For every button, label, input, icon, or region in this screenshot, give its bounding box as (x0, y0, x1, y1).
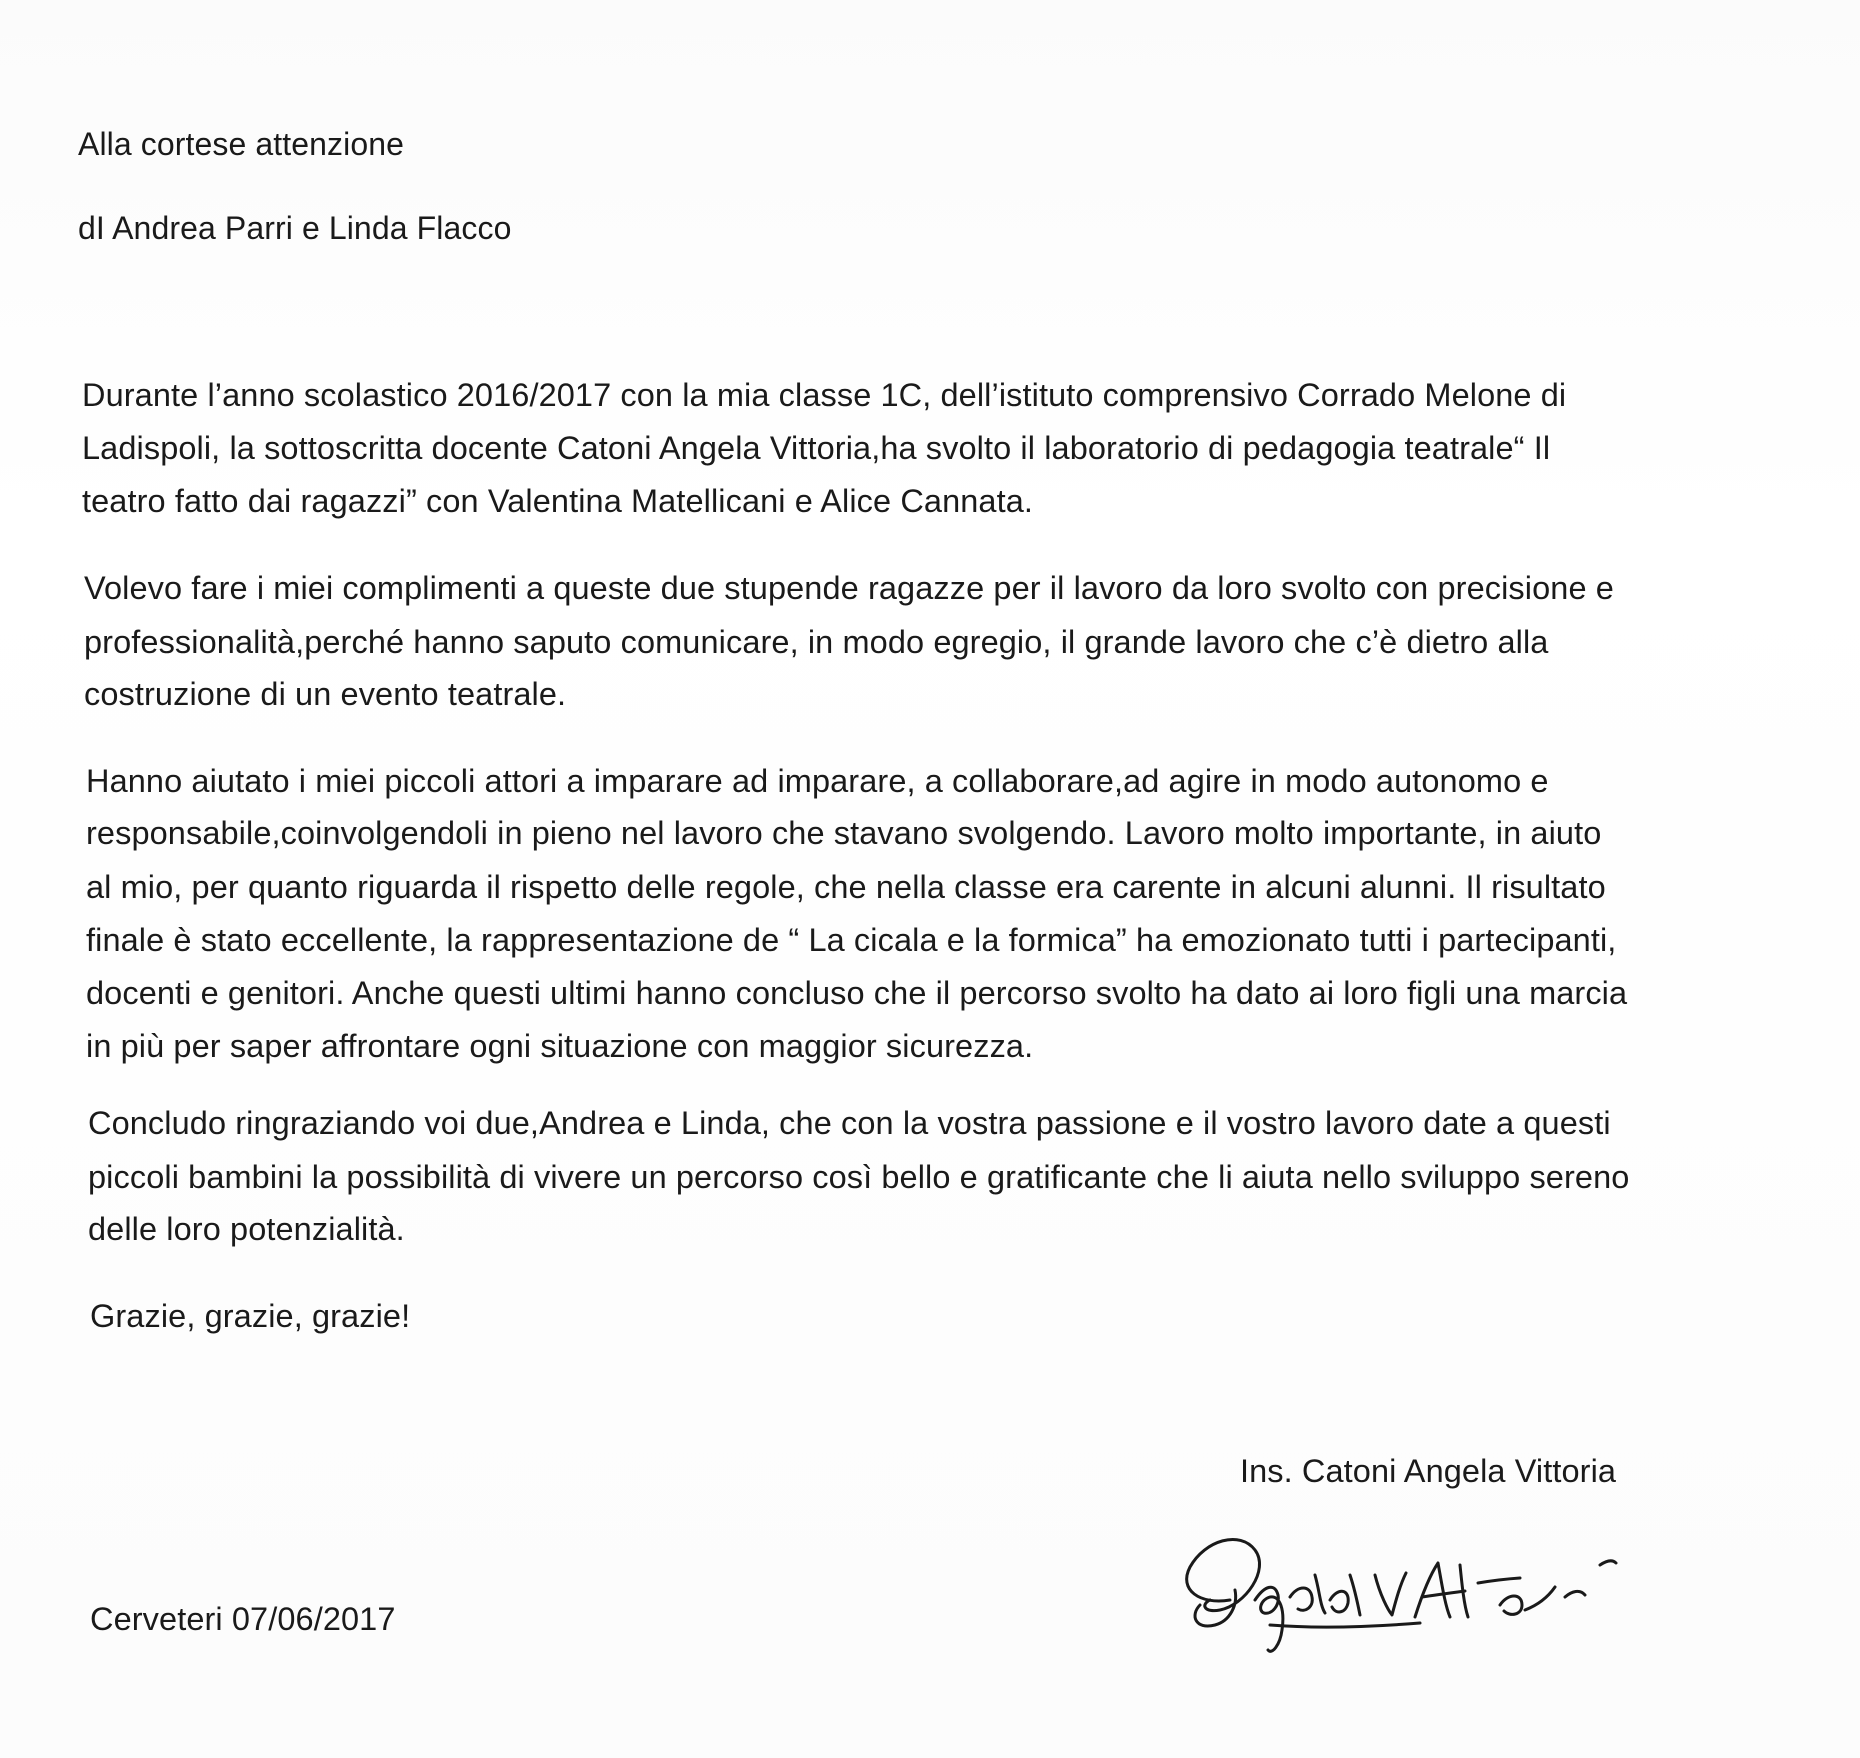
signer-name: Ins. Catoni Angela Vittoria (1240, 1453, 1617, 1489)
paragraph-line: Ladispoli, la sottoscritta docente Catoni Angela Vittoria,ha svolto il laboratorio di pedagogia teatrale“ Il (82, 430, 1551, 466)
salutation-line-2: dI Andrea Parri e Linda Flacco (78, 210, 512, 246)
paragraph-line: responsabile,coinvolgendoli in pieno nel lavoro che stavano svolgendo. Lavoro molto importante, in aiuto (86, 815, 1602, 851)
place-date: Cerveteri 07/06/2017 (90, 1601, 396, 1637)
paragraph-line: Concludo ringraziando voi due,Andrea e Linda, che con la vostra passione e il vostro lavoro date a questi (88, 1105, 1611, 1141)
paragraph-line: piccoli bambini la possibilità di vivere un percorso così bello e gratificante che li aiuta nello sviluppo sereno (88, 1159, 1630, 1195)
paragraph-line: Durante l’anno scolastico 2016/2017 con la mia classe 1C, dell’istituto comprensivo Corrado Melone di (82, 377, 1567, 413)
paragraph-line: teatro fatto dai ragazzi” con Valentina Matellicani e Alice Cannata. (82, 483, 1034, 519)
paragraph-line: finale è stato eccellente, la rappresentazione de “ La cicala e la formica” ha emozionato tutti i partecipanti, (86, 922, 1617, 958)
paragraph-line: delle loro potenzialità. (88, 1211, 405, 1247)
paragraph-line: professionalità,perché hanno saputo comunicare, in modo egregio, il grande lavoro che c’è dietro alla (84, 624, 1549, 660)
handwritten-signature (1160, 1505, 1760, 1665)
paragraph-line: Volevo fare i miei complimenti a queste due stupende ragazze per il lavoro da loro svolto con precisione e (84, 570, 1614, 606)
paragraph-line: costruzione di un evento teatrale. (84, 676, 567, 712)
closing-text: Grazie, grazie, grazie! (90, 1298, 411, 1334)
paragraph-line: al mio, per quanto riguarda il rispetto delle regole, che nella classe era carente in alcuni alunni. Il risultato (86, 869, 1606, 905)
paragraph-line: Hanno aiutato i miei piccoli attori a imparare ad imparare, a collaborare,ad agire in modo autonomo e (86, 763, 1549, 799)
paragraph-line: docenti e genitori. Anche questi ultimi hanno concluso che il percorso svolto ha dato ai loro figli una marcia (86, 975, 1628, 1011)
paragraph-line: in più per saper affrontare ogni situazione con maggior sicurezza. (86, 1028, 1034, 1064)
salutation-line-1: Alla cortese attenzione (78, 126, 405, 162)
